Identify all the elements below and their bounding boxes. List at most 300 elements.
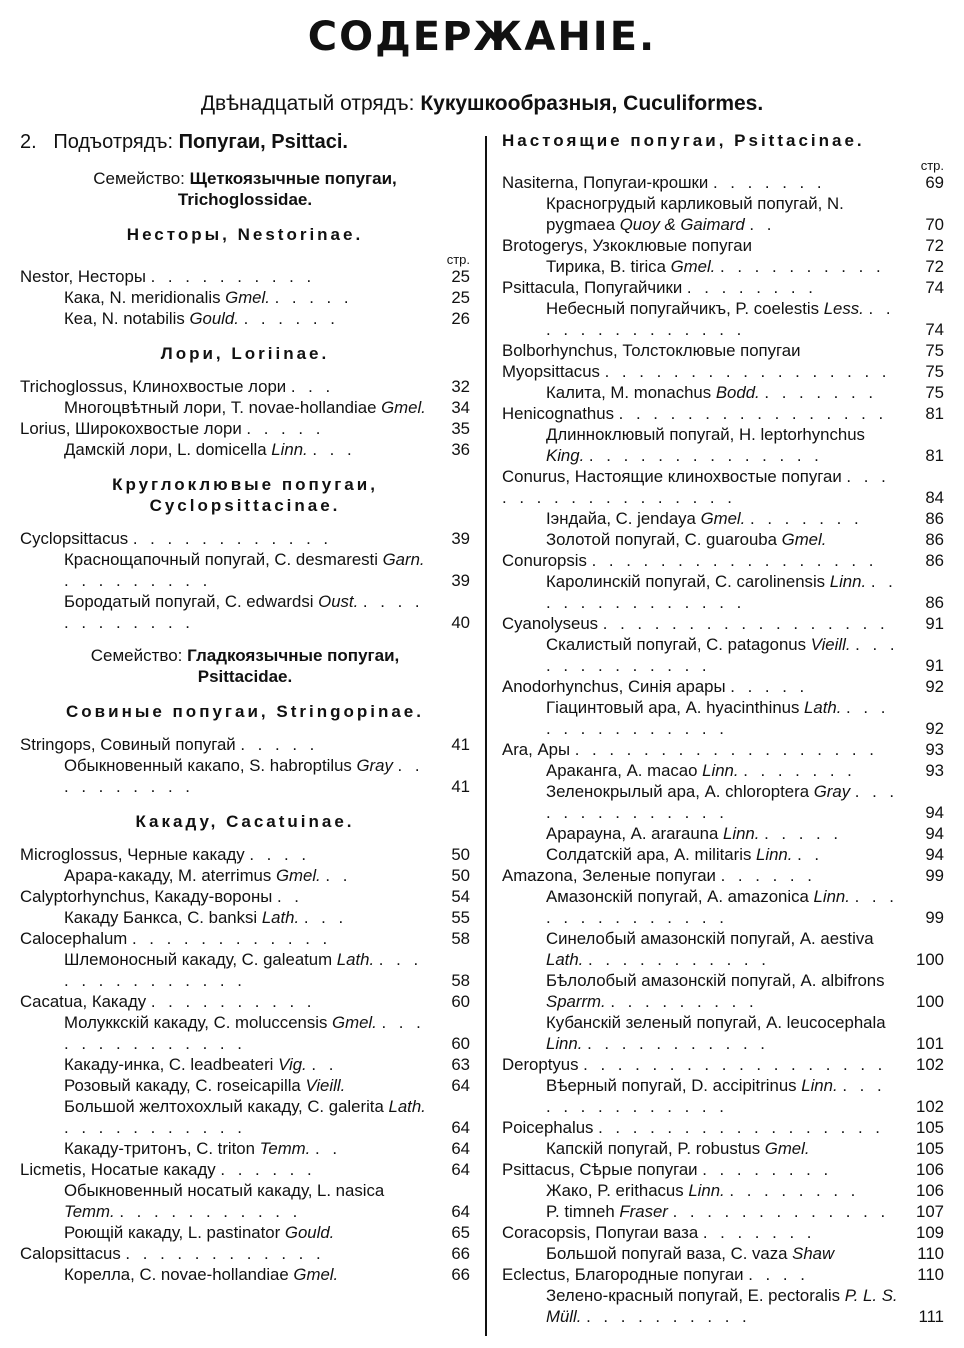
entry-page-number: 109	[916, 1223, 944, 1242]
entry-page-number: 84	[925, 488, 944, 507]
entry-leader-dots: . . . . . . . . . . . . . .	[546, 698, 890, 738]
entry-page-number: 93	[925, 761, 944, 780]
toc-entry	[502, 403, 944, 424]
entry-title: Bolborhynchus, Толстоклювые попугаи	[502, 341, 801, 360]
entry-page-number: 74	[925, 278, 944, 297]
toc-entry	[502, 634, 944, 676]
entry-page-number: 75	[925, 362, 944, 381]
entry-title: Синелобый амазонскій попугай, A. aestiva	[546, 929, 874, 948]
toc-entry	[20, 886, 470, 907]
entry-authority: Lath.	[546, 950, 584, 969]
entry-page-number: 50	[451, 866, 470, 885]
entry-leader-dots: . . . . . . . . . . . . . . . . .	[604, 362, 891, 381]
toc-entry	[502, 1243, 944, 1264]
entry-page-number: 102	[916, 1055, 944, 1074]
tribe-heading-nestorinae: Несторы, Nestorinae.	[126, 225, 364, 244]
entry-title: Корелла, C. novae-hollandiae	[64, 1265, 289, 1284]
toc-entry	[502, 424, 944, 466]
entry-page-number: 107	[916, 1202, 944, 1221]
entry-authority: Linn.	[801, 1076, 838, 1095]
entry-authority: Linn.	[813, 887, 850, 906]
suborder-name: Попугаи, Psittaci.	[178, 131, 348, 153]
entry-authority: Gray	[813, 782, 851, 801]
entry-page-number: 86	[925, 509, 944, 528]
entry-authority: Lath.	[804, 698, 842, 717]
entry-leader-dots: . . . . . . . . . .	[150, 267, 316, 286]
entry-page-number: 99	[925, 908, 944, 927]
toc-entry	[502, 235, 944, 256]
entry-authority: Gray	[356, 756, 393, 775]
toc-entry	[502, 550, 944, 571]
entry-title: Тирика, B. tirica	[546, 257, 666, 276]
toc-entry	[20, 991, 470, 1012]
entry-page-number: 91	[925, 614, 944, 633]
toc-entry	[502, 466, 944, 508]
entry-title: Дамскій лори, L. domicella	[64, 440, 267, 459]
entry-authority: Lath.	[388, 1097, 426, 1116]
toc-entry	[502, 571, 944, 613]
toc-entry	[502, 172, 944, 193]
entry-authority: Less.	[823, 299, 864, 318]
entry-authority: Gmel.	[381, 398, 426, 417]
order-heading	[0, 92, 964, 116]
entry-leader-dots: . . . .	[249, 845, 310, 864]
entry-list-cacatuinae	[20, 844, 470, 1285]
entry-title: Обыкновенный носатый какаду, L. nasica	[64, 1181, 385, 1200]
entry-page-number: 39	[451, 571, 470, 590]
toc-entry	[502, 676, 944, 697]
entry-list-cyclopsittacinae	[20, 528, 470, 633]
entry-title: Conuropsis	[502, 551, 587, 570]
entry-authority: Gmel.	[700, 509, 746, 528]
toc-entry	[20, 266, 470, 287]
toc-entry	[20, 397, 470, 418]
entry-leader-dots: . . . . . . . . . . . .	[132, 529, 333, 548]
entry-list-nestorinae	[20, 266, 470, 329]
toc-entry	[502, 781, 944, 823]
left-column	[20, 130, 470, 1285]
entry-leader-dots: . . . . . . . . . . . . . .	[588, 446, 823, 465]
toc-entry	[20, 1222, 470, 1243]
toc-entry	[20, 755, 470, 797]
entry-authority: Gmel.	[332, 1013, 377, 1032]
entry-authority: Gould.	[284, 1223, 335, 1242]
entry-leader-dots: . . . . . . . . . . .	[64, 1118, 246, 1137]
entry-leader-dots: . . .	[312, 440, 356, 459]
entry-title: Гіацинтовый ара, A. hyacinthinus	[546, 698, 800, 717]
toc-entry	[502, 1201, 944, 1222]
entry-authority: Bodd.	[715, 383, 760, 402]
entry-title: Cyclopsittacus	[20, 529, 129, 548]
entry-authority: Vig.	[278, 1055, 307, 1074]
entry-page-number: 94	[925, 845, 944, 864]
entry-title: Араканга, A. macao	[546, 761, 698, 780]
toc-entry	[20, 549, 470, 591]
entry-title: Какаду-тритонъ, C. triton	[64, 1139, 255, 1158]
entry-page-number: 25	[451, 267, 470, 286]
entry-title: Calocephalum	[20, 929, 128, 948]
entry-leader-dots: . .	[315, 1139, 341, 1158]
entry-authority: P. L. S. Müll.	[546, 1286, 898, 1326]
entry-title: Stringops, Совиный попугай	[20, 735, 236, 754]
toc-entry	[20, 439, 470, 460]
family-latin: Trichoglossidae.	[177, 190, 313, 209]
entry-authority: Linn.	[271, 440, 308, 459]
entry-authority: Sparrm.	[546, 992, 606, 1011]
family-latin: Psittacidae.	[197, 667, 293, 686]
entry-leader-dots: . . . . . . . . . . . . . .	[546, 1076, 886, 1116]
entry-leader-dots: . . . . . . . . . . .	[588, 950, 770, 969]
entry-leader-dots: . . . . . . . . . . . .	[64, 592, 424, 632]
entry-leader-dots: . . . .	[748, 1265, 809, 1284]
entry-page-number: 102	[916, 1097, 944, 1116]
entry-leader-dots: . .	[325, 866, 352, 885]
toc-entry	[20, 1054, 470, 1075]
toc-entry	[502, 1180, 944, 1201]
entry-authority: Gould.	[189, 309, 239, 328]
toc-entry	[502, 382, 944, 403]
entry-title: Nestor, Несторы	[20, 267, 146, 286]
toc-entry	[502, 1054, 944, 1075]
entry-list-stringopinae	[20, 734, 470, 797]
entry-page-number: 41	[451, 735, 470, 754]
entry-page-number: 92	[925, 719, 944, 738]
toc-entry	[502, 508, 944, 529]
entry-page-number: 111	[918, 1307, 944, 1326]
entry-page-number: 99	[925, 866, 944, 885]
entry-leader-dots: . . . . . . . . . .	[64, 756, 424, 796]
entry-page-number: 50	[451, 845, 470, 864]
entry-page-number: 36	[451, 440, 470, 459]
toc-entry	[502, 340, 944, 361]
entry-title: Розовый какаду, C. roseicapilla	[64, 1076, 301, 1095]
entry-leader-dots: . . . . . . . . . . . . . .	[546, 887, 898, 927]
entry-authority: Gmel.	[764, 1139, 810, 1158]
entry-leader-dots: . . . . . . . . . . . . . . . .	[618, 404, 888, 423]
entry-authority: Linn.	[723, 824, 760, 843]
toc-entry	[20, 1075, 470, 1096]
entry-title: Многоцвѣтный лори, T. novae-hollandiae	[64, 398, 377, 417]
page-column-label: стр.	[920, 158, 944, 173]
entry-page-number: 93	[925, 740, 944, 759]
entry-leader-dots: . . . . . . .	[750, 509, 863, 528]
entry-leader-dots: . . . . .	[730, 677, 809, 696]
entry-leader-dots: . . . . . . . . . . . . .	[546, 635, 899, 675]
tribe-heading-psittacinae: Настоящие попугаи, Psittacinae.	[502, 131, 865, 150]
toc-entry	[502, 760, 944, 781]
toc-entry	[502, 256, 944, 277]
entry-leader-dots: . . . . . . . . . . . . . . . . .	[591, 551, 878, 570]
entry-page-number: 81	[925, 404, 944, 423]
entry-title: Cacatua, Какаду	[20, 992, 147, 1011]
entry-leader-dots: . . . . . . . .	[729, 1181, 860, 1200]
entry-leader-dots: . . . . .	[764, 824, 843, 843]
entry-authority: Shaw	[792, 1244, 835, 1263]
order-prefix: Двѣнадцатый отрядъ:	[200, 92, 415, 115]
entry-title: Eclectus, Благородные попугаи	[502, 1265, 744, 1284]
suborder-heading	[20, 130, 470, 154]
suborder-prefix: Подъотрядъ:	[53, 131, 174, 153]
entry-list-psittacinae	[502, 172, 944, 1327]
entry-page-number: 64	[451, 1202, 470, 1221]
entry-authority: Gmel.	[293, 1265, 339, 1284]
toc-entry	[502, 886, 944, 928]
entry-authority: Temm.	[64, 1202, 115, 1221]
order-name: Кукушкообразныя, Cuculiformes.	[420, 92, 764, 115]
entry-page-number: 86	[925, 551, 944, 570]
family-prefix: Семейство:	[90, 646, 183, 665]
entry-page-number: 58	[451, 971, 470, 990]
toc-entry	[502, 697, 944, 739]
entry-title: Кеа, N. notabilis	[64, 309, 185, 328]
entry-title: Psittacula, Попугайчики	[502, 278, 683, 297]
family-heading-2	[20, 645, 470, 687]
page-title: СОДЕРЖАНІЕ.	[307, 14, 657, 60]
toc-entry	[502, 1012, 944, 1054]
entry-title: Золотой попугай, C. guarouba	[546, 530, 777, 549]
entry-authority: Vieill.	[810, 635, 851, 654]
entry-title: Арарауна, A. ararauna	[546, 824, 719, 843]
entry-page-number: 65	[451, 1223, 470, 1242]
entry-authority: Linn.	[756, 845, 793, 864]
entry-list-loriinae	[20, 376, 470, 460]
entry-leader-dots: . . . . . . .	[702, 1223, 816, 1242]
tribe-heading-cyclopsittacinae: Круглоклювые попугаи, Cyclopsittacinae.	[112, 475, 378, 515]
entry-leader-dots: . . . . . . . . . .	[720, 257, 885, 276]
entry-authority: Oust.	[318, 592, 359, 611]
entry-title: Іэндайа, C. jendaya	[546, 509, 696, 528]
entry-authority: Vieill.	[305, 1076, 346, 1095]
entry-title: Скалистый попугай, C. patagonus	[546, 635, 807, 654]
family-name: Гладкоязычные попугаи,	[187, 646, 400, 665]
toc-entry	[502, 529, 944, 550]
entry-title: Licmetis, Носатые какаду	[20, 1160, 216, 1179]
toc-entry	[20, 1138, 470, 1159]
entry-title: Арара-какаду, M. aterrimus	[64, 866, 272, 885]
entry-page-number: 41	[451, 777, 470, 796]
entry-title: Вѣерный попугай, D. accipitrinus	[546, 1076, 797, 1095]
entry-title: P. timneh	[546, 1202, 615, 1221]
toc-entry	[20, 907, 470, 928]
entry-page-number: 94	[925, 824, 944, 843]
entry-page-number: 69	[925, 173, 944, 192]
entry-title: Большой желтохохлый какаду, C. galerita	[64, 1097, 384, 1116]
column-divider	[485, 136, 487, 1336]
entry-page-number: 40	[451, 613, 470, 632]
toc-entry	[502, 1075, 944, 1117]
tribe-heading-cacatuinae: Какаду, Cacatuinae.	[135, 812, 355, 831]
toc-entry	[502, 1222, 944, 1243]
entry-leader-dots: . . . . . . . . . . . . . .	[546, 782, 899, 822]
entry-leader-dots: . . . . . .	[220, 1160, 316, 1179]
entry-leader-dots: . . . . . . . . . . . . . .	[546, 299, 895, 339]
entry-title: Бѣлолобый амазонскій попугай, A. albifrons	[546, 971, 885, 990]
entry-authority: Lath.	[336, 950, 375, 969]
entry-authority: Linn.	[829, 572, 867, 591]
toc-entry	[20, 1264, 470, 1285]
family-prefix: Семейство:	[93, 169, 185, 188]
entry-leader-dots: . . . . .	[240, 735, 319, 754]
entry-leader-dots: . . . . . .	[720, 866, 816, 885]
entry-leader-dots: . . .	[303, 908, 348, 927]
entry-title: Калита, M. monachus	[546, 383, 712, 402]
entry-leader-dots: . .	[276, 887, 303, 906]
entry-leader-dots: . . . . . . . . . . . . . .	[64, 1013, 425, 1053]
entry-leader-dots: . . . . . . .	[712, 173, 826, 192]
entry-title: Солдатскій ара, A. militaris	[546, 845, 752, 864]
entry-title: Coracopsis, Попугаи ваза	[502, 1223, 699, 1242]
entry-title: Обыкновенный какапо, S. habroptilus	[64, 756, 352, 775]
entry-page-number: 100	[916, 950, 944, 969]
entry-leader-dots: . . . . . . . . . . . .	[131, 929, 332, 948]
entry-leader-dots: . . . . . . . . . . . . . . . . .	[602, 614, 889, 633]
entry-title: Amazona, Зеленые попугаи	[502, 866, 716, 885]
toc-entry	[20, 528, 470, 549]
toc-entry	[502, 865, 944, 886]
entry-page-number: 86	[925, 530, 944, 549]
toc-entry	[502, 823, 944, 844]
entry-leader-dots: . . . . . . . . . . .	[587, 1034, 769, 1053]
entry-title: Calyptorhynchus, Какаду-вороны	[20, 887, 273, 906]
entry-leader-dots: . . . . . . . . . . . . . . . . . .	[574, 740, 878, 759]
entry-leader-dots: . . . . . . . . . . . . . . . . .	[502, 467, 890, 507]
entry-title: Psittacus, Сѣрые попугаи	[502, 1160, 698, 1179]
toc-entry	[502, 844, 944, 865]
toc-entry	[20, 1096, 470, 1138]
entry-title: Cyanolyseus	[502, 614, 599, 633]
toc-entry	[20, 928, 470, 949]
entry-title: Henicognathus	[502, 404, 614, 423]
toc-entry	[20, 949, 470, 991]
entry-leader-dots: . . . . . . . . . . . . . . . . . .	[583, 1055, 887, 1074]
entry-title: Шлемоносный какаду, C. galeatum	[64, 950, 333, 969]
entry-title: Жако, P. erithacus	[546, 1181, 684, 1200]
entry-page-number: 26	[451, 309, 470, 328]
toc-entry	[502, 277, 944, 298]
entry-page-number: 110	[917, 1244, 944, 1263]
entry-leader-dots: . . . . . . . . .	[64, 571, 212, 590]
entry-title: Deroptyus	[502, 1055, 579, 1074]
entry-page-number: 35	[451, 419, 470, 438]
entry-title: Капскій попугай, P. robustus	[546, 1139, 761, 1158]
entry-page-number: 101	[916, 1034, 944, 1053]
entry-page-number: 64	[451, 1076, 470, 1095]
entry-authority: Gmel.	[275, 866, 321, 885]
entry-leader-dots: . . . . . . . . . . . . . .	[64, 950, 423, 990]
entry-page-number: 32	[451, 377, 470, 396]
entry-title: Зелено-красный попугай, E. pectoralis	[546, 1286, 841, 1305]
entry-title: Conurus, Настоящие клинохвостые попугаи	[502, 467, 842, 486]
entry-title: Бородатый попугай, C. edwardsi	[64, 592, 314, 611]
entry-leader-dots: . . . . . . . . . .	[586, 1307, 751, 1326]
suborder-number: 2.	[20, 131, 37, 153]
entry-title: Poicephalus	[502, 1118, 594, 1137]
entry-page-number: 55	[451, 908, 470, 927]
entry-page-number: 64	[451, 1160, 470, 1179]
entry-title: Anodorhynchus, Синія арары	[502, 677, 726, 696]
entry-title: Microglossus, Черные какаду	[20, 845, 245, 864]
entry-page-number: 81	[925, 446, 944, 465]
entry-page-number: 100	[916, 992, 944, 1011]
entry-page-number: 58	[451, 929, 470, 948]
entry-leader-dots: . . . . . . . . . . . . .	[672, 1202, 890, 1221]
toc-entry	[20, 844, 470, 865]
toc-entry	[502, 928, 944, 970]
toc-entry	[20, 734, 470, 755]
right-column	[502, 130, 944, 1327]
entry-page-number: 92	[925, 677, 944, 696]
entry-page-number: 91	[925, 656, 944, 675]
toc-entry	[20, 1012, 470, 1054]
family-name: Щеткоязычные попугаи,	[189, 169, 397, 188]
entry-page-number: 105	[916, 1139, 944, 1158]
entry-title: Lorius, Широкохвостые лори	[20, 419, 242, 438]
entry-leader-dots: . . . . . . . . . .	[150, 992, 316, 1011]
entry-authority: Linn.	[546, 1034, 583, 1053]
entry-leader-dots: . .	[797, 845, 824, 864]
entry-title: Амазонскій попугай, A. amazonica	[546, 887, 809, 906]
entry-page-number: 60	[451, 1034, 470, 1053]
entry-page-number: 72	[925, 236, 944, 255]
entry-leader-dots: . .	[311, 1055, 338, 1074]
entry-authority: Garn.	[382, 550, 425, 569]
toc-entry	[20, 1243, 470, 1264]
toc-entry	[502, 739, 944, 760]
entry-leader-dots: . . . . . . . . .	[610, 992, 758, 1011]
entry-title: Myopsittacus	[502, 362, 600, 381]
entry-authority: Gmel.	[225, 288, 270, 307]
entry-leader-dots: . . . . . . . . . . . . . . . . .	[598, 1118, 884, 1137]
toc-entry	[502, 1138, 944, 1159]
entry-title: Nasiterna, Попугаи-крошки	[502, 173, 709, 192]
entry-leader-dots: . . . . . . . .	[702, 1160, 833, 1179]
entry-leader-dots: . . .	[290, 377, 335, 396]
entry-authority: Gmel.	[670, 257, 716, 276]
entry-title: Brotogerys, Узкоклювые попугаи	[502, 236, 752, 255]
entry-page-number: 74	[925, 320, 944, 339]
entry-page-number: 66	[451, 1244, 470, 1263]
entry-leader-dots: . . . . . . . . . . . .	[125, 1244, 325, 1263]
entry-authority: Temm.	[259, 1139, 311, 1158]
entry-page-number: 75	[925, 341, 944, 360]
toc-entry	[20, 865, 470, 886]
entry-title: Какаду Банкса, C. banksi	[64, 908, 258, 927]
entry-authority: Fraser	[619, 1202, 668, 1221]
entry-leader-dots: . . . . .	[274, 288, 353, 307]
entry-authority: Quoy & Gaimard	[619, 215, 745, 234]
entry-page-number: 34	[451, 398, 470, 417]
entry-page-number: 66	[451, 1265, 470, 1284]
entry-authority: Gmel.	[781, 530, 827, 549]
entry-leader-dots: . . . . . . .	[743, 761, 856, 780]
toc-entry	[502, 1285, 944, 1327]
entry-leader-dots: . . . . . .	[243, 309, 339, 328]
entry-leader-dots: . . . . . . . .	[686, 278, 817, 297]
toc-entry	[502, 193, 944, 235]
toc-entry	[20, 1159, 470, 1180]
entry-title: Ara, Ары	[502, 740, 571, 759]
entry-page-number: 75	[925, 383, 944, 402]
entry-page-number: 105	[916, 1118, 944, 1137]
entry-page-number: 106	[916, 1181, 944, 1200]
toc-entry	[502, 361, 944, 382]
entry-page-number: 64	[451, 1118, 470, 1137]
toc-entry	[20, 1180, 470, 1222]
entry-title: Небесный попугайчикъ, P. coelestis	[546, 299, 820, 318]
entry-title: Роющій какаду, L. pastinator	[64, 1223, 281, 1242]
entry-leader-dots: . . . . . . .	[764, 383, 877, 402]
entry-title: Большой попугай ваза, C. vaza	[546, 1244, 788, 1263]
